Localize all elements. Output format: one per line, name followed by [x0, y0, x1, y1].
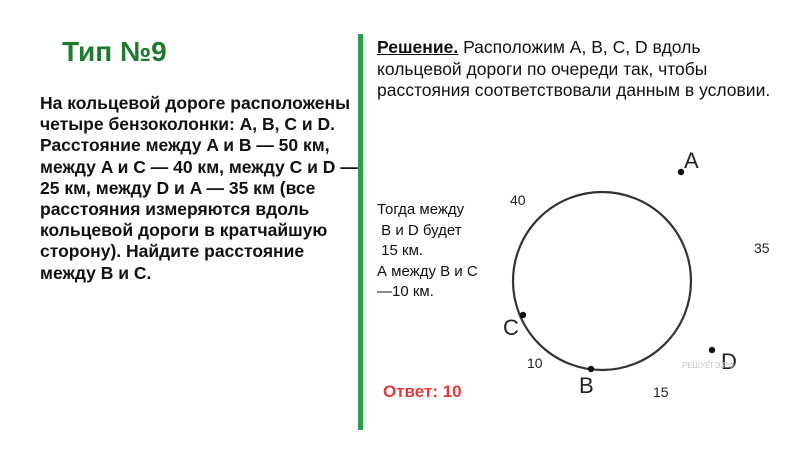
- conclusion-line: А между B и C: [377, 262, 478, 280]
- arc-label-bd: 15: [653, 384, 669, 400]
- arc-label-ad: 35: [754, 240, 770, 256]
- slide-title: Тип №9: [62, 36, 167, 67]
- point-c-dot: [520, 312, 526, 318]
- arc-label-ac: 40: [510, 192, 526, 208]
- point-a-label: A: [684, 148, 699, 173]
- solution-label: Решение.: [377, 37, 459, 57]
- point-d-label: D: [721, 349, 737, 374]
- ring-road-circle: [513, 192, 691, 370]
- conclusion-line: B и D будет: [377, 221, 462, 239]
- arc-label-cb: 10: [527, 355, 543, 371]
- watermark-text: РЕШУЕГЭ.РФ: [682, 361, 735, 370]
- conclusion-line: Тогда между: [377, 201, 465, 218]
- solution-text: Расположим A, B, C, D вдоль кольцевой дороги по очереди так, чтобы расстояния соответствовали данным в условии.: [377, 37, 771, 100]
- conclusion-line: 15 км.: [377, 242, 424, 259]
- point-d-dot: [709, 347, 715, 353]
- point-b-dot: [588, 366, 594, 372]
- conclusion-line: —10 км.: [377, 283, 434, 300]
- point-c-label: C: [503, 315, 519, 340]
- problem-statement: На кольцевой дороге расположены четыре бензоколонки: A, B, C и D. Расстояние между A и B — 50 км, между A и C — 40 км, между C и D — 25 км, между D и A — 35 км (все расстояния измеряются вдоль кольцевой дороги в кратчайшую сторону). Найдите расстояние между B и C.: [40, 93, 358, 283]
- answer-text: Ответ: 10: [383, 382, 462, 401]
- point-b-label: B: [579, 373, 594, 398]
